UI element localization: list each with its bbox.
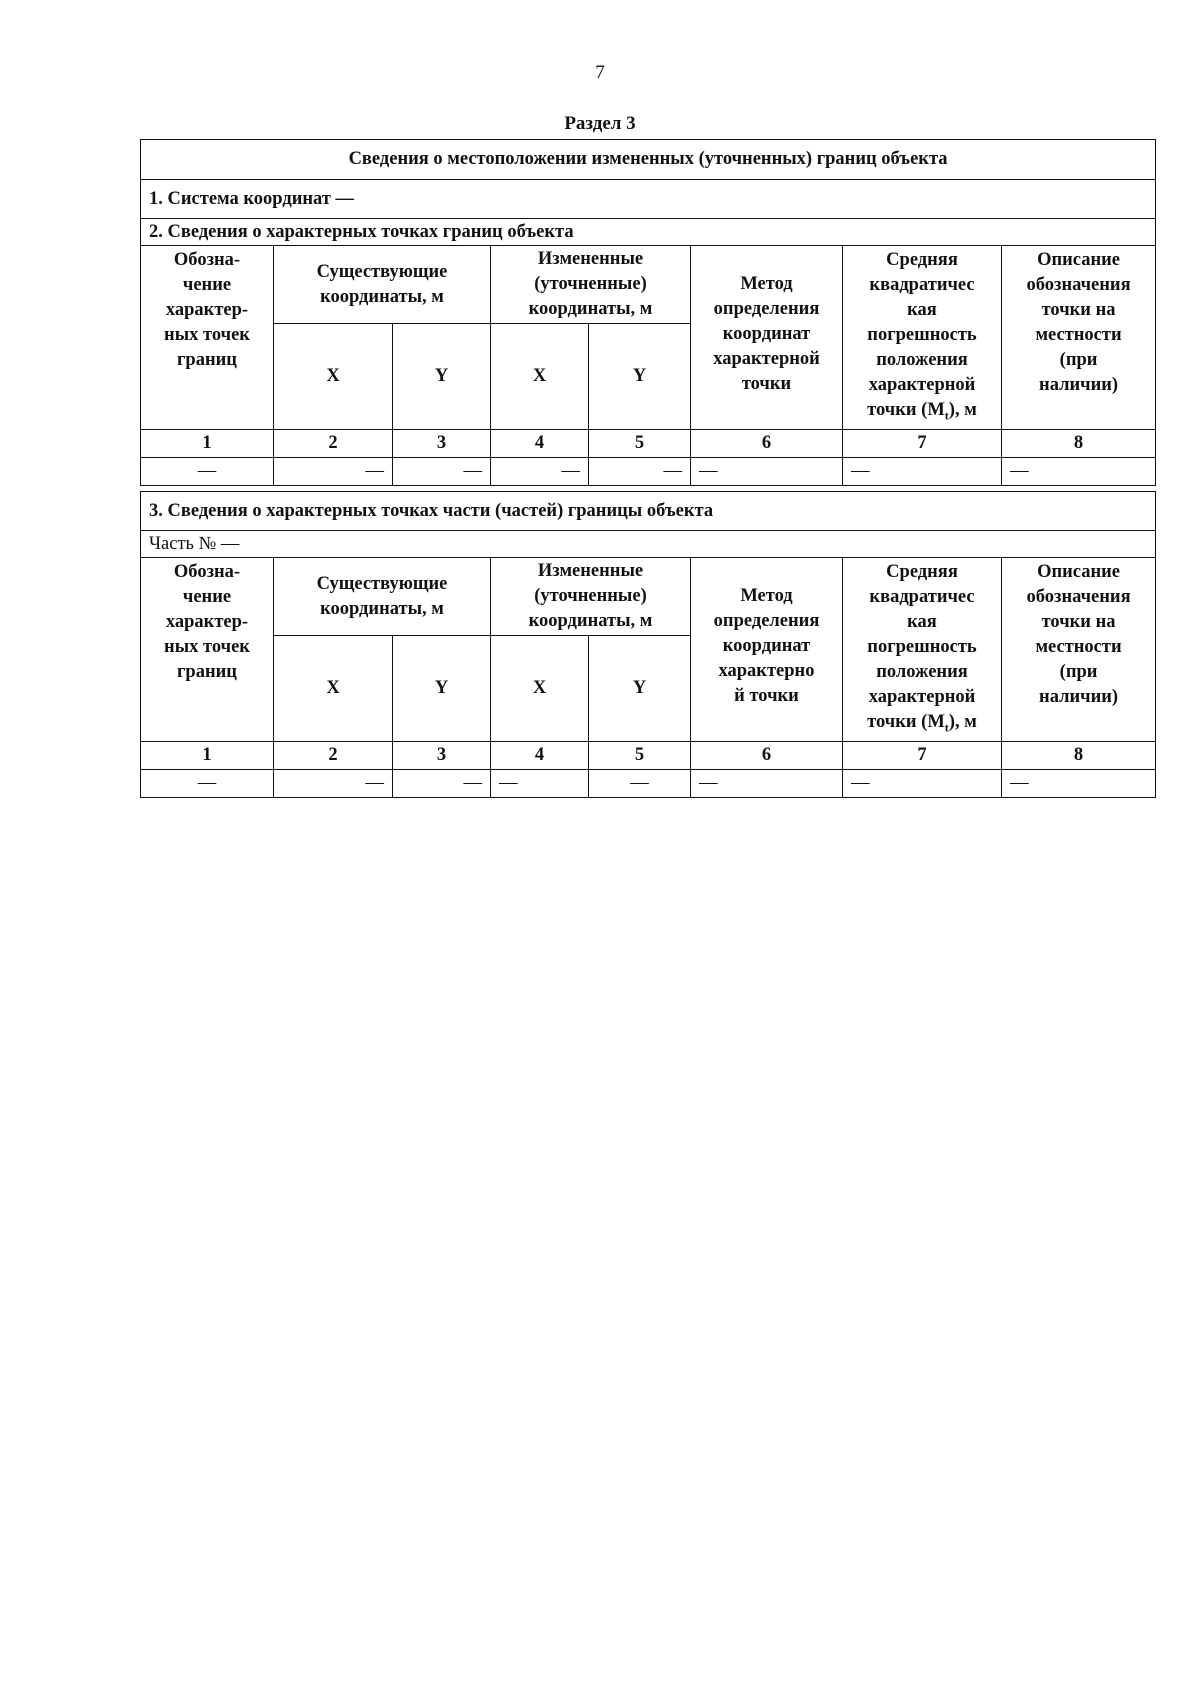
column-number: 1 [141,430,274,458]
column-number: 4 [491,742,589,770]
header-description: Описание обозначения точки на местности (при наличии) [1002,246,1156,430]
header-method: Метод определения координат характерной точки [691,246,843,430]
data-cell: — [393,770,491,798]
column-number: 6 [691,742,843,770]
header-changed-x: X [491,324,589,430]
data-cell: — [691,458,843,486]
header-existing-y: Y [393,636,491,742]
data-cell: — [1002,458,1156,486]
data-cell: — [691,770,843,798]
section3-title: 3. Сведения о характерных точках части (частей) границы объекта [141,492,1156,531]
header-changed-coordinates: Измененные (уточненные) координаты, м [491,558,691,636]
column-number: 6 [691,430,843,458]
column-number: 8 [1002,430,1156,458]
column-number: 7 [843,430,1002,458]
column-numbers-row [141,430,1156,458]
header-mean-square-error: Средняя квадратичес кая погрешность положения характерной точки $(M_t)$, м [843,558,1002,742]
column-number: 5 [589,430,691,458]
section2-title: 2. Сведения о характерных точках границ объекта [141,219,1156,246]
table-row [141,458,1156,486]
data-cell: — [491,458,589,486]
header-point-designation: Обозна- чение характер- ных точек границ [141,558,274,742]
header-point-designation: Обозна- чение характер- ных точек границ [141,246,274,430]
data-cell: — [141,458,274,486]
page-number: 7 [595,62,605,83]
column-number: 3 [393,742,491,770]
column-number: 2 [274,742,393,770]
data-cell: — [589,458,691,486]
boundary-table [140,139,1156,798]
data-cell: — [393,458,491,486]
coordinate-system-row: 1. Система координат — [141,180,1156,219]
column-number: 8 [1002,742,1156,770]
column-number: 7 [843,742,1002,770]
data-cell: — [589,770,691,798]
header-existing-coordinates: Существующие координаты, м [274,246,491,324]
part-number-row: Часть № — [141,531,1156,558]
data-cell: — [491,770,589,798]
column-numbers-row [141,742,1156,770]
data-cell: — [843,770,1002,798]
header-existing-coordinates: Существующие координаты, м [274,558,491,636]
data-cell: — [1002,770,1156,798]
column-number: 5 [589,742,691,770]
header-existing-x: X [274,636,393,742]
data-cell: — [274,770,393,798]
header-description: Описание обозначения точки на местности (при наличии) [1002,558,1156,742]
table-title: Сведения о местоположении измененных (уточненных) границ объекта [141,140,1156,180]
data-cell: — [274,458,393,486]
header-changed-y: Y [589,324,691,430]
section-title: Раздел 3 [564,113,636,134]
column-number: 2 [274,430,393,458]
header-changed-x: X [491,636,589,742]
header-changed-coordinates: Измененные (уточненные) координаты, м [491,246,691,324]
column-number: 4 [491,430,589,458]
header-mean-square-error: Средняя квадратичес кая погрешность положения характерной точки $(M_t)$, м [843,246,1002,430]
data-cell: — [141,770,274,798]
header-method: Метод определения координат характерно й точки [691,558,843,742]
data-cell: — [843,458,1002,486]
column-number: 1 [141,742,274,770]
table-row [141,770,1156,798]
header-changed-y: Y [589,636,691,742]
header-existing-y: Y [393,324,491,430]
column-number: 3 [393,430,491,458]
header-existing-x: X [274,324,393,430]
